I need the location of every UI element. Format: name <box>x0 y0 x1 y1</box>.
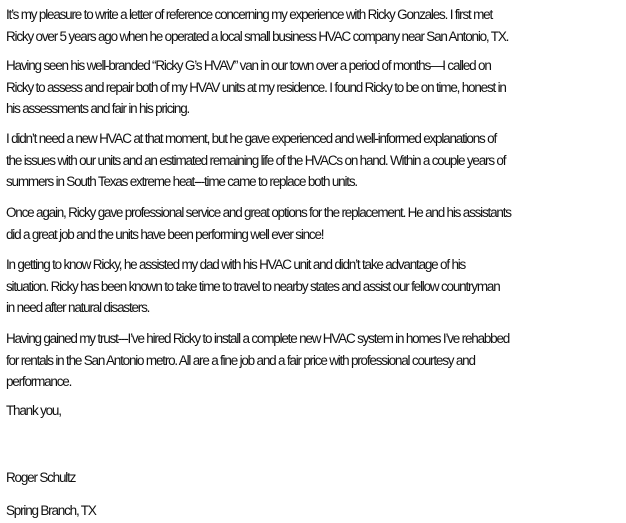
paragraph-line: his assessments and fair in his pricing. <box>6 101 190 117</box>
paragraph-line: for rentals in the San Antonio metro. All are a fine job and a fair price with professional courtesy and <box>6 352 475 368</box>
signature-name-text: Roger Schultz <box>6 470 76 485</box>
paragraph-line: Once again, Ricky gave professional service and great options for the replacement. He and his assistants <box>6 205 511 220</box>
closing-text: Thank you, <box>6 403 61 418</box>
paragraph-line: summers in South Texas extreme heat---time came to replace both units. <box>6 174 357 190</box>
paragraph-line: the issues with our units and an estimated remaining life of the HVACs on hand. Within a couple years of <box>6 152 506 168</box>
letter-paragraph <box>6 328 622 393</box>
paragraph-line: in need after natural disasters. <box>6 300 150 316</box>
paragraph-line: situation. Ricky has been known to take time to travel to nearby states and assist our fellow countryman <box>6 278 500 294</box>
paragraph-line: Having gained my trust---I’ve hired Ricky to install a complete new HVAC system in homes I’ve rehabbed <box>6 331 510 346</box>
paragraph-line: It’s my pleasure to write a letter of reference concerning my experience with Ricky Gonzales. I first met <box>6 7 492 22</box>
letter-closing <box>6 400 622 422</box>
letter-paragraph <box>6 202 622 245</box>
letter-paragraph <box>6 128 622 193</box>
signature-location <box>6 500 622 522</box>
paragraph-line: I didn’t need a new HVAC at that moment, but he gave experienced and well-informed explanations of <box>6 131 497 146</box>
signature-location-text: Spring Branch, TX <box>6 503 96 518</box>
letter-paragraph <box>6 4 622 47</box>
paragraph-line: performance. <box>6 374 72 390</box>
letter-paragraph <box>6 55 622 120</box>
letter-paragraph <box>6 254 622 319</box>
paragraph-line: did a great job and the units have been performing well ever since! <box>6 226 324 242</box>
paragraph-line: Having seen his well-branded “Ricky G’s HVAV” van in our town over a period of months—I called on <box>6 58 491 73</box>
paragraph-line: In getting to know Ricky, he assisted my dad with his HVAC unit and didn’t take advantage of his <box>6 257 466 272</box>
paragraph-line: Ricky to assess and repair both of my HVAV units at my residence. I found Ricky to be on time, honest in <box>6 79 506 95</box>
signature-name <box>6 467 622 489</box>
paragraph-line: Ricky over 5 years ago when he operated a local small business HVAC company near San Antonio, TX. <box>6 28 509 44</box>
